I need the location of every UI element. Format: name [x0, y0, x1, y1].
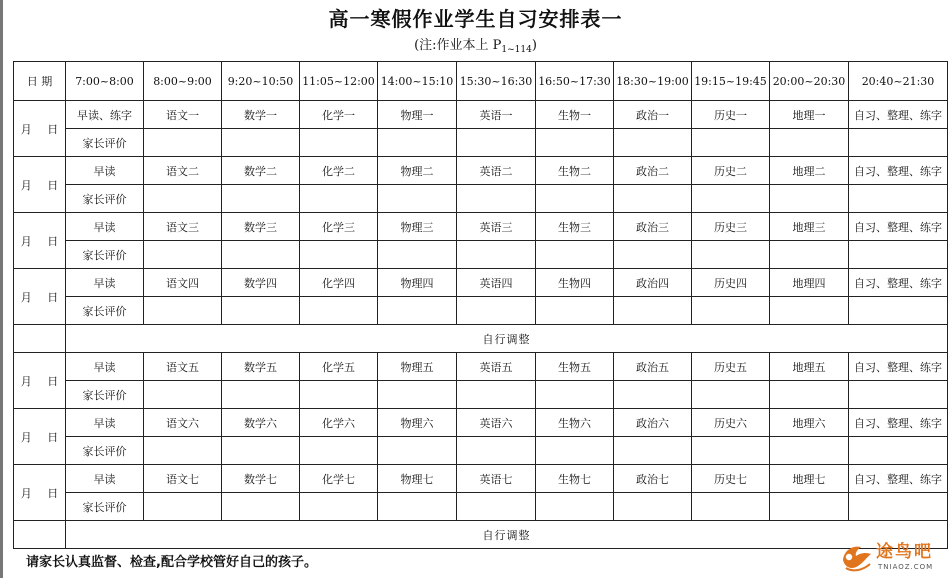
- activity-cell: 地理四: [770, 269, 849, 297]
- activity-cell: 早读: [66, 409, 144, 437]
- activity-cell: 政治四: [614, 269, 692, 297]
- parent-evaluation-cell[interactable]: [614, 185, 692, 213]
- activity-cell: 生物七: [536, 465, 614, 493]
- activity-cell: 自习、整理、练字: [849, 465, 948, 493]
- parent-evaluation-cell[interactable]: [378, 297, 457, 325]
- activity-cell: 化学一: [300, 101, 378, 129]
- parent-evaluation-cell[interactable]: [614, 297, 692, 325]
- header-cell: 11:05~12:00: [300, 62, 378, 101]
- parent-evaluation-row: [14, 437, 948, 465]
- activity-row: [14, 213, 948, 241]
- parent-evaluation-cell[interactable]: [614, 381, 692, 409]
- activity-cell: 数学四: [222, 269, 300, 297]
- parent-evaluation-cell[interactable]: [222, 493, 300, 521]
- header-cell: 15:30~16:30: [457, 62, 536, 101]
- parent-evaluation-label: 家长评价: [66, 185, 144, 213]
- page-subtitle: [0, 36, 951, 60]
- parent-evaluation-cell[interactable]: [300, 185, 378, 213]
- parent-evaluation-cell[interactable]: [536, 241, 614, 269]
- activity-cell: 物理三: [378, 213, 457, 241]
- activity-cell: 早读: [66, 269, 144, 297]
- parent-evaluation-cell[interactable]: [300, 129, 378, 157]
- parent-evaluation-cell[interactable]: [144, 185, 222, 213]
- date-cell: 月 日: [14, 213, 66, 269]
- parent-evaluation-row: [14, 381, 948, 409]
- activity-cell: 数学一: [222, 101, 300, 129]
- watermark: [840, 540, 948, 576]
- activity-row: [14, 101, 948, 129]
- activity-row: [14, 269, 948, 297]
- activity-row: [14, 409, 948, 437]
- parent-evaluation-cell[interactable]: [536, 297, 614, 325]
- activity-cell: 政治五: [614, 353, 692, 381]
- parent-evaluation-cell[interactable]: [770, 437, 849, 465]
- page-title: 高一寒假作业学生自习安排表一: [328, 7, 623, 31]
- header-cell: 日 期: [14, 62, 66, 101]
- parent-evaluation-cell[interactable]: [222, 241, 300, 269]
- page-left-edge: [0, 0, 3, 578]
- header-cell: 20:40~21:30: [849, 62, 948, 101]
- activity-cell: 生物五: [536, 353, 614, 381]
- parent-evaluation-label: 家长评价: [66, 129, 144, 157]
- note-prefix: (注:作业本上 P: [414, 38, 502, 53]
- parent-evaluation-cell[interactable]: [849, 493, 948, 521]
- activity-cell: 物理七: [378, 465, 457, 493]
- header-cell: 16:50~17:30: [536, 62, 614, 101]
- activity-cell: 政治三: [614, 213, 692, 241]
- parent-evaluation-row: [14, 185, 948, 213]
- activity-cell: 历史七: [692, 465, 770, 493]
- parent-evaluation-row: [14, 297, 948, 325]
- parent-evaluation-cell[interactable]: [849, 241, 948, 269]
- activity-cell: 物理一: [378, 101, 457, 129]
- activity-cell: 英语六: [457, 409, 536, 437]
- parent-evaluation-cell[interactable]: [770, 241, 849, 269]
- header-cell: 20:00~20:30: [770, 62, 849, 101]
- parent-evaluation-cell[interactable]: [378, 185, 457, 213]
- activity-cell: 化学五: [300, 353, 378, 381]
- parent-evaluation-cell[interactable]: [692, 241, 770, 269]
- parent-evaluation-cell[interactable]: [849, 297, 948, 325]
- parent-evaluation-cell[interactable]: [300, 493, 378, 521]
- parent-evaluation-cell[interactable]: [770, 493, 849, 521]
- activity-cell: 历史二: [692, 157, 770, 185]
- date-cell: 月 日: [14, 409, 66, 465]
- activity-cell: 地理六: [770, 409, 849, 437]
- header-cell: 9:20~10:50: [222, 62, 300, 101]
- parent-evaluation-cell[interactable]: [222, 437, 300, 465]
- activity-cell: 地理一: [770, 101, 849, 129]
- adjust-blank-cell: [14, 325, 66, 353]
- activity-cell: 自习、整理、练字: [849, 157, 948, 185]
- parent-evaluation-cell[interactable]: [378, 241, 457, 269]
- activity-row: [14, 157, 948, 185]
- activity-cell: 化学三: [300, 213, 378, 241]
- activity-cell: 英语四: [457, 269, 536, 297]
- parent-evaluation-cell[interactable]: [457, 241, 536, 269]
- parent-evaluation-cell[interactable]: [692, 129, 770, 157]
- parent-evaluation-cell[interactable]: [849, 437, 948, 465]
- parent-evaluation-cell[interactable]: [378, 129, 457, 157]
- adjust-blank-cell: [14, 521, 66, 549]
- activity-cell: 地理二: [770, 157, 849, 185]
- parent-evaluation-cell[interactable]: [536, 493, 614, 521]
- parent-evaluation-cell[interactable]: [614, 129, 692, 157]
- activity-cell: 早读: [66, 353, 144, 381]
- parent-evaluation-cell[interactable]: [457, 437, 536, 465]
- parent-evaluation-cell[interactable]: [457, 185, 536, 213]
- parent-evaluation-cell[interactable]: [144, 437, 222, 465]
- activity-cell: 语文一: [144, 101, 222, 129]
- adjust-cell: 自行调整: [66, 521, 948, 549]
- parent-evaluation-cell[interactable]: [300, 241, 378, 269]
- parent-evaluation-cell[interactable]: [770, 185, 849, 213]
- bird-logo-icon: [840, 542, 874, 574]
- activity-cell: 地理三: [770, 213, 849, 241]
- activity-cell: 自习、整理、练字: [849, 409, 948, 437]
- activity-cell: 物理二: [378, 157, 457, 185]
- activity-cell: 早读: [66, 213, 144, 241]
- schedule-body: [14, 101, 948, 549]
- parent-evaluation-cell[interactable]: [222, 129, 300, 157]
- parent-evaluation-cell[interactable]: [692, 185, 770, 213]
- activity-cell: 历史一: [692, 101, 770, 129]
- activity-cell: 英语五: [457, 353, 536, 381]
- parent-evaluation-cell[interactable]: [457, 493, 536, 521]
- activity-cell: 英语三: [457, 213, 536, 241]
- parent-evaluation-cell[interactable]: [849, 381, 948, 409]
- activity-cell: 语文三: [144, 213, 222, 241]
- parent-evaluation-cell[interactable]: [144, 241, 222, 269]
- parent-evaluation-cell[interactable]: [457, 129, 536, 157]
- parent-evaluation-cell[interactable]: [692, 381, 770, 409]
- parent-evaluation-cell[interactable]: [770, 129, 849, 157]
- activity-cell: 数学七: [222, 465, 300, 493]
- schedule-table: [13, 61, 948, 549]
- activity-cell: 地理五: [770, 353, 849, 381]
- activity-cell: 语文四: [144, 269, 222, 297]
- parent-evaluation-cell[interactable]: [378, 381, 457, 409]
- parent-evaluation-cell[interactable]: [692, 297, 770, 325]
- activity-cell: 数学五: [222, 353, 300, 381]
- parent-evaluation-cell[interactable]: [536, 381, 614, 409]
- parent-evaluation-cell[interactable]: [614, 437, 692, 465]
- parent-evaluation-cell[interactable]: [692, 437, 770, 465]
- header-row: [14, 62, 948, 101]
- activity-row: [14, 465, 948, 493]
- activity-cell: 化学二: [300, 157, 378, 185]
- parent-evaluation-cell[interactable]: [144, 129, 222, 157]
- parent-evaluation-label: 家长评价: [66, 381, 144, 409]
- activity-cell: 政治七: [614, 465, 692, 493]
- activity-cell: 生物四: [536, 269, 614, 297]
- date-cell: 月 日: [14, 353, 66, 409]
- parent-evaluation-cell[interactable]: [144, 297, 222, 325]
- activity-cell: 早读: [66, 157, 144, 185]
- watermark-url: TNIAOZ.COM: [878, 563, 934, 571]
- activity-cell: 物理五: [378, 353, 457, 381]
- parent-evaluation-cell[interactable]: [770, 297, 849, 325]
- activity-cell: 语文二: [144, 157, 222, 185]
- parent-evaluation-cell[interactable]: [536, 185, 614, 213]
- parent-evaluation-cell[interactable]: [144, 381, 222, 409]
- activity-cell: 自习、整理、练字: [849, 269, 948, 297]
- header-cell: 7:00~8:00: [66, 62, 144, 101]
- note-range: 1~114: [501, 45, 532, 55]
- activity-cell: 英语一: [457, 101, 536, 129]
- activity-cell: 数学三: [222, 213, 300, 241]
- activity-cell: 自习、整理、练字: [849, 101, 948, 129]
- header-cell: 18:30~19:00: [614, 62, 692, 101]
- parent-evaluation-cell[interactable]: [222, 381, 300, 409]
- footer-note: 请家长认真监督、检查,配合学校管好自己的孩子。: [26, 555, 317, 570]
- watermark-name: 途鸟吧: [876, 542, 933, 562]
- parent-evaluation-label: 家长评价: [66, 241, 144, 269]
- parent-evaluation-label: 家长评价: [66, 297, 144, 325]
- activity-cell: 历史六: [692, 409, 770, 437]
- activity-cell: 历史四: [692, 269, 770, 297]
- parent-evaluation-cell[interactable]: [614, 493, 692, 521]
- parent-evaluation-cell[interactable]: [300, 381, 378, 409]
- parent-evaluation-cell[interactable]: [849, 185, 948, 213]
- header-cell: 8:00~9:00: [144, 62, 222, 101]
- parent-evaluation-row: [14, 129, 948, 157]
- parent-evaluation-cell[interactable]: [222, 297, 300, 325]
- parent-evaluation-cell[interactable]: [378, 437, 457, 465]
- activity-cell: 语文七: [144, 465, 222, 493]
- activity-cell: 语文六: [144, 409, 222, 437]
- parent-evaluation-cell[interactable]: [692, 493, 770, 521]
- header-cell: 19:15~19:45: [692, 62, 770, 101]
- parent-evaluation-cell[interactable]: [614, 241, 692, 269]
- activity-cell: 政治二: [614, 157, 692, 185]
- activity-cell: 生物一: [536, 101, 614, 129]
- activity-cell: 英语二: [457, 157, 536, 185]
- activity-cell: 生物二: [536, 157, 614, 185]
- parent-evaluation-label: 家长评价: [66, 493, 144, 521]
- parent-evaluation-cell[interactable]: [378, 493, 457, 521]
- activity-cell: 政治六: [614, 409, 692, 437]
- date-cell: 月 日: [14, 269, 66, 325]
- parent-evaluation-cell[interactable]: [457, 297, 536, 325]
- parent-evaluation-cell[interactable]: [770, 381, 849, 409]
- activity-cell: 语文五: [144, 353, 222, 381]
- date-cell: 月 日: [14, 157, 66, 213]
- activity-cell: 早读: [66, 465, 144, 493]
- activity-cell: 化学四: [300, 269, 378, 297]
- activity-cell: 化学七: [300, 465, 378, 493]
- date-cell: 月 日: [14, 101, 66, 157]
- adjust-row: [14, 521, 948, 549]
- parent-evaluation-label: 家长评价: [66, 437, 144, 465]
- activity-cell: 生物六: [536, 409, 614, 437]
- note-suffix: ): [531, 38, 537, 53]
- activity-cell: 数学六: [222, 409, 300, 437]
- activity-cell: 地理七: [770, 465, 849, 493]
- parent-evaluation-cell[interactable]: [849, 129, 948, 157]
- activity-cell: 化学六: [300, 409, 378, 437]
- activity-cell: 英语七: [457, 465, 536, 493]
- activity-cell: 自习、整理、练字: [849, 353, 948, 381]
- parent-evaluation-cell[interactable]: [536, 437, 614, 465]
- parent-evaluation-cell[interactable]: [222, 185, 300, 213]
- parent-evaluation-row: [14, 241, 948, 269]
- parent-evaluation-cell[interactable]: [144, 493, 222, 521]
- activity-cell: 历史五: [692, 353, 770, 381]
- activity-row: [14, 353, 948, 381]
- adjust-cell: 自行调整: [66, 325, 948, 353]
- parent-evaluation-cell[interactable]: [300, 437, 378, 465]
- activity-cell: 物理六: [378, 409, 457, 437]
- parent-evaluation-cell[interactable]: [457, 381, 536, 409]
- activity-cell: 历史三: [692, 213, 770, 241]
- parent-evaluation-row: [14, 493, 948, 521]
- parent-evaluation-cell[interactable]: [300, 297, 378, 325]
- adjust-row: [14, 325, 948, 353]
- parent-evaluation-cell[interactable]: [536, 129, 614, 157]
- activity-cell: 自习、整理、练字: [849, 213, 948, 241]
- header-cell: 14:00~15:10: [378, 62, 457, 101]
- activity-cell: 早读、练字: [66, 101, 144, 129]
- activity-cell: 政治一: [614, 101, 692, 129]
- activity-cell: 物理四: [378, 269, 457, 297]
- activity-cell: 生物三: [536, 213, 614, 241]
- activity-cell: 数学二: [222, 157, 300, 185]
- date-cell: 月 日: [14, 465, 66, 521]
